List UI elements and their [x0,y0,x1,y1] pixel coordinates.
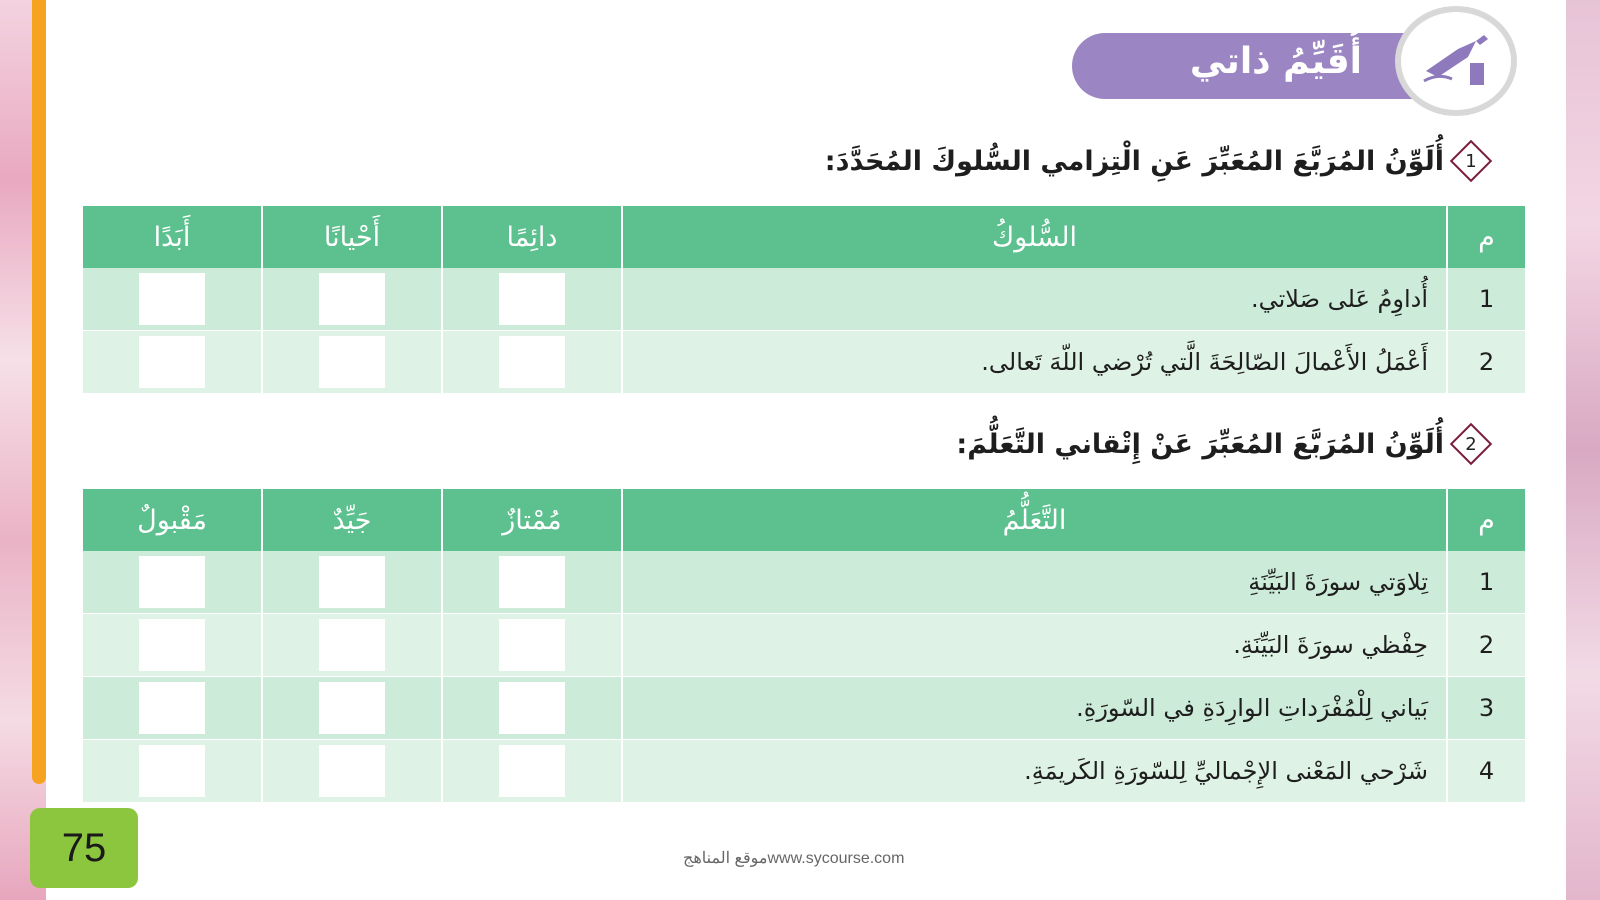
section2-heading [956,425,1490,463]
section-number-marker: 2 [1452,425,1490,463]
row-text: بَياني لِلْمُفْرَداتِ الوارِدَةِ في السّورَةِ. [622,677,1447,740]
col-header-good: جَيِّدٌ [262,489,442,551]
section2-heading-text: أُلَوِّنُ المُرَبَّعَ المُعَبِّرَ عَنْ إِتْقاني التَّعَلُّمَ: [956,428,1444,460]
color-checkbox-good[interactable] [319,682,385,734]
pen-writing-icon [1395,6,1517,116]
table-row [82,677,1525,740]
col-header-always: دائِمًا [442,206,622,268]
decorative-floral-right [1566,0,1600,900]
col-header-sometimes: أَحْيانًا [262,206,442,268]
table-header-row [82,489,1525,551]
row-text: أُداوِمُ عَلى صَلاتي. [622,268,1447,331]
table-row [82,740,1525,803]
orange-border-strip [32,0,46,784]
section1-heading-text: أُلَوِّنُ المُرَبَّعَ المُعَبِّرَ عَنِ الْتِزامي السُّلوكَ المُحَدَّدَ: [824,145,1444,177]
color-checkbox-acceptable[interactable] [139,682,205,734]
color-checkbox-acceptable[interactable] [139,556,205,608]
col-header-behavior: السُّلوكُ [622,206,1447,268]
color-checkbox-always[interactable] [499,273,565,325]
row-number: 1 [1447,268,1525,331]
banner-title: أُقَيِّمُ ذاتي [1189,41,1362,82]
col-header-acceptable: مَقْبولٌ [82,489,262,551]
table-row [82,551,1525,614]
learning-table [81,489,1525,803]
col-header-m: م [1447,489,1525,551]
table-header-row [82,206,1525,268]
section1-heading [825,142,1490,180]
color-checkbox-sometimes[interactable] [319,273,385,325]
color-checkbox-excellent[interactable] [499,682,565,734]
row-text: شَرْحي المَعْنى الإِجْماليِّ لِلسّورَةِ الكَريمَةِ. [622,740,1447,803]
color-checkbox-excellent[interactable] [499,556,565,608]
color-checkbox-good[interactable] [319,556,385,608]
page-number-badge: 75 [30,808,138,888]
color-checkbox-excellent[interactable] [499,745,565,797]
color-checkbox-good[interactable] [319,619,385,671]
row-number: 2 [1447,331,1525,394]
table-row [82,614,1525,677]
color-checkbox-good[interactable] [319,745,385,797]
section-number-marker: 1 [1452,142,1490,180]
footer-url: موقع المناهجwww.sycourse.com [683,850,905,867]
color-checkbox-always[interactable] [499,336,565,388]
color-checkbox-acceptable[interactable] [139,619,205,671]
row-text: تِلاوَتي سورَةَ البَيِّنَةِ [622,551,1447,614]
row-number: 2 [1447,614,1525,677]
col-header-excellent: مُمْتازٌ [442,489,622,551]
row-text: حِفْظي سورَةَ البَيِّنَةِ. [622,614,1447,677]
color-checkbox-excellent[interactable] [499,619,565,671]
col-header-never: أَبَدًا [82,206,262,268]
col-header-m: م [1447,206,1525,268]
row-text: أَعْمَلُ الأَعْمالَ الصّالِحَةَ الَّتي تُرْضي اللّهَ تَعالى. [622,331,1447,394]
row-number: 4 [1447,740,1525,803]
color-checkbox-never[interactable] [139,273,205,325]
color-checkbox-sometimes[interactable] [319,336,385,388]
row-number: 1 [1447,551,1525,614]
row-number: 3 [1447,677,1525,740]
color-checkbox-never[interactable] [139,336,205,388]
col-header-learning: التَّعَلُّمُ [622,489,1447,551]
behavior-table [81,206,1525,394]
table-row [82,268,1525,331]
color-checkbox-acceptable[interactable] [139,745,205,797]
table-row [82,331,1525,394]
